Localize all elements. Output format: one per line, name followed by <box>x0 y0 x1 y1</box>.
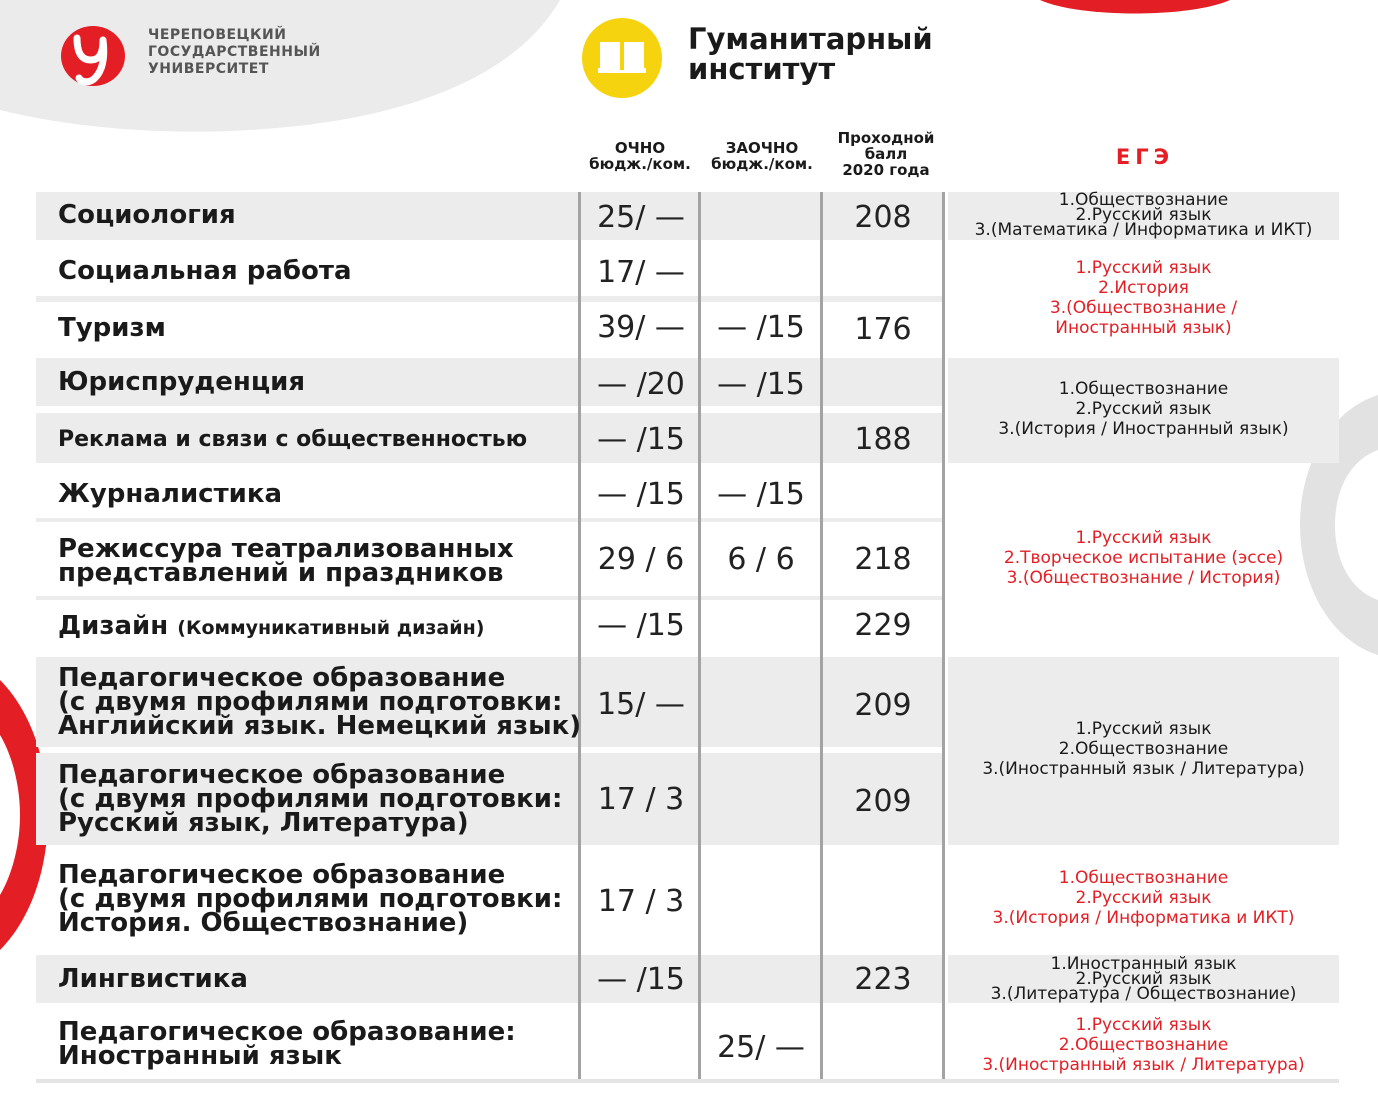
institute-title-line-2: институт <box>688 52 836 86</box>
program-name-main: Дизайн <box>58 611 169 641</box>
ege-subject-line: 3.(Иностранный язык / Литература) <box>982 1055 1305 1075</box>
program-name <box>58 964 248 994</box>
column-header-ege: ЕГЭ <box>1115 145 1175 169</box>
ochno-cell: 29 / 6 <box>597 542 685 577</box>
book-icon <box>582 18 662 98</box>
ege-subject-line: 2.Творческое испытание (эссе) <box>1003 548 1284 568</box>
ochno-cell: 25/ — <box>597 200 685 235</box>
ball-cell: 218 <box>854 542 912 577</box>
ege-subject-line: 3.(Математика / Информатика и ИКТ) <box>974 220 1313 240</box>
column-header-ochno-line-1: ОЧНО <box>614 139 666 157</box>
ochno-cell: 15/ — <box>597 687 685 722</box>
university-name-line-1: ЧЕРЕПОВЕЦКИЙ <box>148 27 287 43</box>
ochno-cell: — /15 <box>597 477 685 512</box>
ege-subject-line: 3.(Литература / Обществознание) <box>990 984 1297 1004</box>
column-header-ball-line-3: 2020 года <box>842 161 930 179</box>
program-name-line: Юриспруденция <box>58 367 306 397</box>
column-header-ball-line-2: балл <box>864 145 908 163</box>
ochno-cell: — /20 <box>597 367 685 402</box>
column-header-ochno-line-2: бюдж./ком. <box>589 155 691 173</box>
ege-subjects <box>948 379 1339 439</box>
ege-subjects <box>948 258 1339 338</box>
column-header-ochno <box>578 140 702 172</box>
program-name-line: (с двумя профилями подготовки: <box>58 784 563 814</box>
program-name-line: Лингвистика <box>58 964 248 994</box>
ege-subject-line: 2.Обществознание <box>1058 1035 1229 1055</box>
ball-cell: 223 <box>854 962 912 997</box>
program-name <box>58 760 563 838</box>
program-name-line: Социальная работа <box>58 256 352 286</box>
row-band <box>36 296 944 302</box>
program-name-line: История. Обществознание) <box>58 908 469 938</box>
ochno-cell: 17 / 3 <box>597 884 685 919</box>
ege-subject-line: 1.Обществознание <box>1058 868 1229 888</box>
program-name <box>58 663 582 741</box>
ege-subject-line: 3.(История / Иностранный язык) <box>998 419 1289 439</box>
ege-subject-line: 1.Обществознание <box>1058 379 1229 399</box>
ege-subject-line: 1.Русский язык <box>1075 258 1212 278</box>
program-name-line: Педагогическое образование <box>58 760 506 790</box>
column-header-zaochno <box>700 140 824 172</box>
zaochno-cell: 6 / 6 <box>727 542 795 577</box>
program-name <box>58 313 166 343</box>
ege-subject-line: 2.Русский язык <box>1075 205 1212 225</box>
program-name-line: Режиссура театрализованных <box>58 534 514 564</box>
program-name-line: (с двумя профилями подготовки: <box>58 884 563 914</box>
zaochno-cell: — /15 <box>717 477 805 512</box>
ege-subject-line: 1.Обществознание <box>1058 190 1229 210</box>
ege-subject-line: 3.(Иностранный язык / Литература) <box>982 759 1305 779</box>
institute-title-line-1: Гуманитарный <box>688 22 933 56</box>
ege-subject-line: Иностранный язык) <box>1055 318 1232 338</box>
ege-subject-line: 2.Обществознание <box>1058 739 1229 759</box>
column-header-zaochno-line-2: бюдж./ком. <box>711 155 813 173</box>
program-name <box>58 256 352 286</box>
program-name-line: Социология <box>58 200 236 230</box>
ochno-cell: 17 / 3 <box>597 782 685 817</box>
zaochno-cell: 25/ — <box>717 1030 805 1065</box>
program-name-line: Педагогическое образование: <box>58 1017 516 1047</box>
program-name-line: Английский язык. Немецкий язык) <box>58 711 582 741</box>
program-name <box>58 427 527 452</box>
institute-title <box>688 24 933 84</box>
university-logo <box>55 22 135 88</box>
ege-subjects <box>948 719 1339 779</box>
zaochno-cell: — /15 <box>717 367 805 402</box>
row-separator <box>36 596 944 600</box>
ochno-cell: 39/ — <box>597 310 685 345</box>
ege-subjects <box>948 1015 1339 1075</box>
column-header-ball <box>824 130 948 178</box>
ochno-cell: — /15 <box>597 422 685 457</box>
program-name-line: Иностранный язык <box>58 1041 342 1071</box>
program-name-line: представлений и праздников <box>58 558 504 588</box>
column-header-zaochno-line-1: ЗАОЧНО <box>725 139 799 157</box>
university-name <box>148 27 321 78</box>
program-name-line: Русский язык, Литература) <box>58 808 469 838</box>
ege-subject-line: 2.История <box>1098 278 1189 298</box>
ball-cell: 188 <box>854 422 912 457</box>
ege-subject-line: 1.Русский язык <box>1075 528 1212 548</box>
program-name-line: Туризм <box>58 313 166 343</box>
ege-subject-line: 1.Русский язык <box>1075 719 1212 739</box>
ege-subject-line: 2.Русский язык <box>1075 888 1212 908</box>
ball-cell: 208 <box>854 200 912 235</box>
ochno-cell: — /15 <box>597 962 685 997</box>
ochno-cell: — /15 <box>597 608 685 643</box>
table-bottom-line <box>36 1079 1339 1083</box>
ege-subject-line: 2.Русский язык <box>1075 399 1212 419</box>
zaochno-cell: — /15 <box>717 310 805 345</box>
ochno-cell: 17/ — <box>597 255 685 290</box>
program-name-line: Педагогическое образование <box>58 663 506 693</box>
program-name-line: Реклама и связи с общественностью <box>58 427 528 452</box>
program-name <box>58 479 283 509</box>
program-name <box>58 534 514 588</box>
ege-subjects <box>948 190 1339 240</box>
ege-subject-line: 1.Русский язык <box>1075 1015 1212 1035</box>
program-name-line: (с двумя профилями подготовки: <box>58 687 563 717</box>
column-divider <box>578 192 581 1080</box>
ege-subject-line: 3.(Обществознание / История) <box>1006 568 1281 588</box>
ege-subjects <box>948 868 1339 928</box>
ege-subject-line: 3.(Обществознание / <box>1049 298 1238 318</box>
ball-cell: 209 <box>854 784 912 819</box>
column-header-ball-line-1: Проходной <box>837 129 935 147</box>
ege-subject-line: 3.(История / Информатика и ИКТ) <box>992 908 1295 928</box>
program-name <box>58 611 485 641</box>
program-name <box>58 1017 516 1071</box>
ege-subjects <box>948 528 1339 588</box>
ball-cell: 176 <box>854 312 912 347</box>
program-name <box>58 200 236 230</box>
ege-subject-line: 1.Иностранный язык <box>1050 954 1237 974</box>
program-name-line: Журналистика <box>58 479 283 509</box>
program-name <box>58 367 306 397</box>
row-separator <box>36 518 944 522</box>
ege-subjects <box>948 954 1339 1004</box>
university-name-line-3: УНИВЕРСИТЕТ <box>148 61 269 77</box>
ball-cell: 229 <box>854 608 912 643</box>
university-name-line-2: ГОСУДАРСТВЕННЫЙ <box>148 44 321 60</box>
ball-cell: 209 <box>854 688 912 723</box>
ege-subject-line: 2.Русский язык <box>1075 969 1212 989</box>
program-name-sub: (Коммуникативный дизайн) <box>177 617 485 639</box>
program-name-line: Педагогическое образование <box>58 860 506 890</box>
program-name <box>58 860 563 938</box>
decor-red-arc-top-right <box>1040 0 1230 22</box>
